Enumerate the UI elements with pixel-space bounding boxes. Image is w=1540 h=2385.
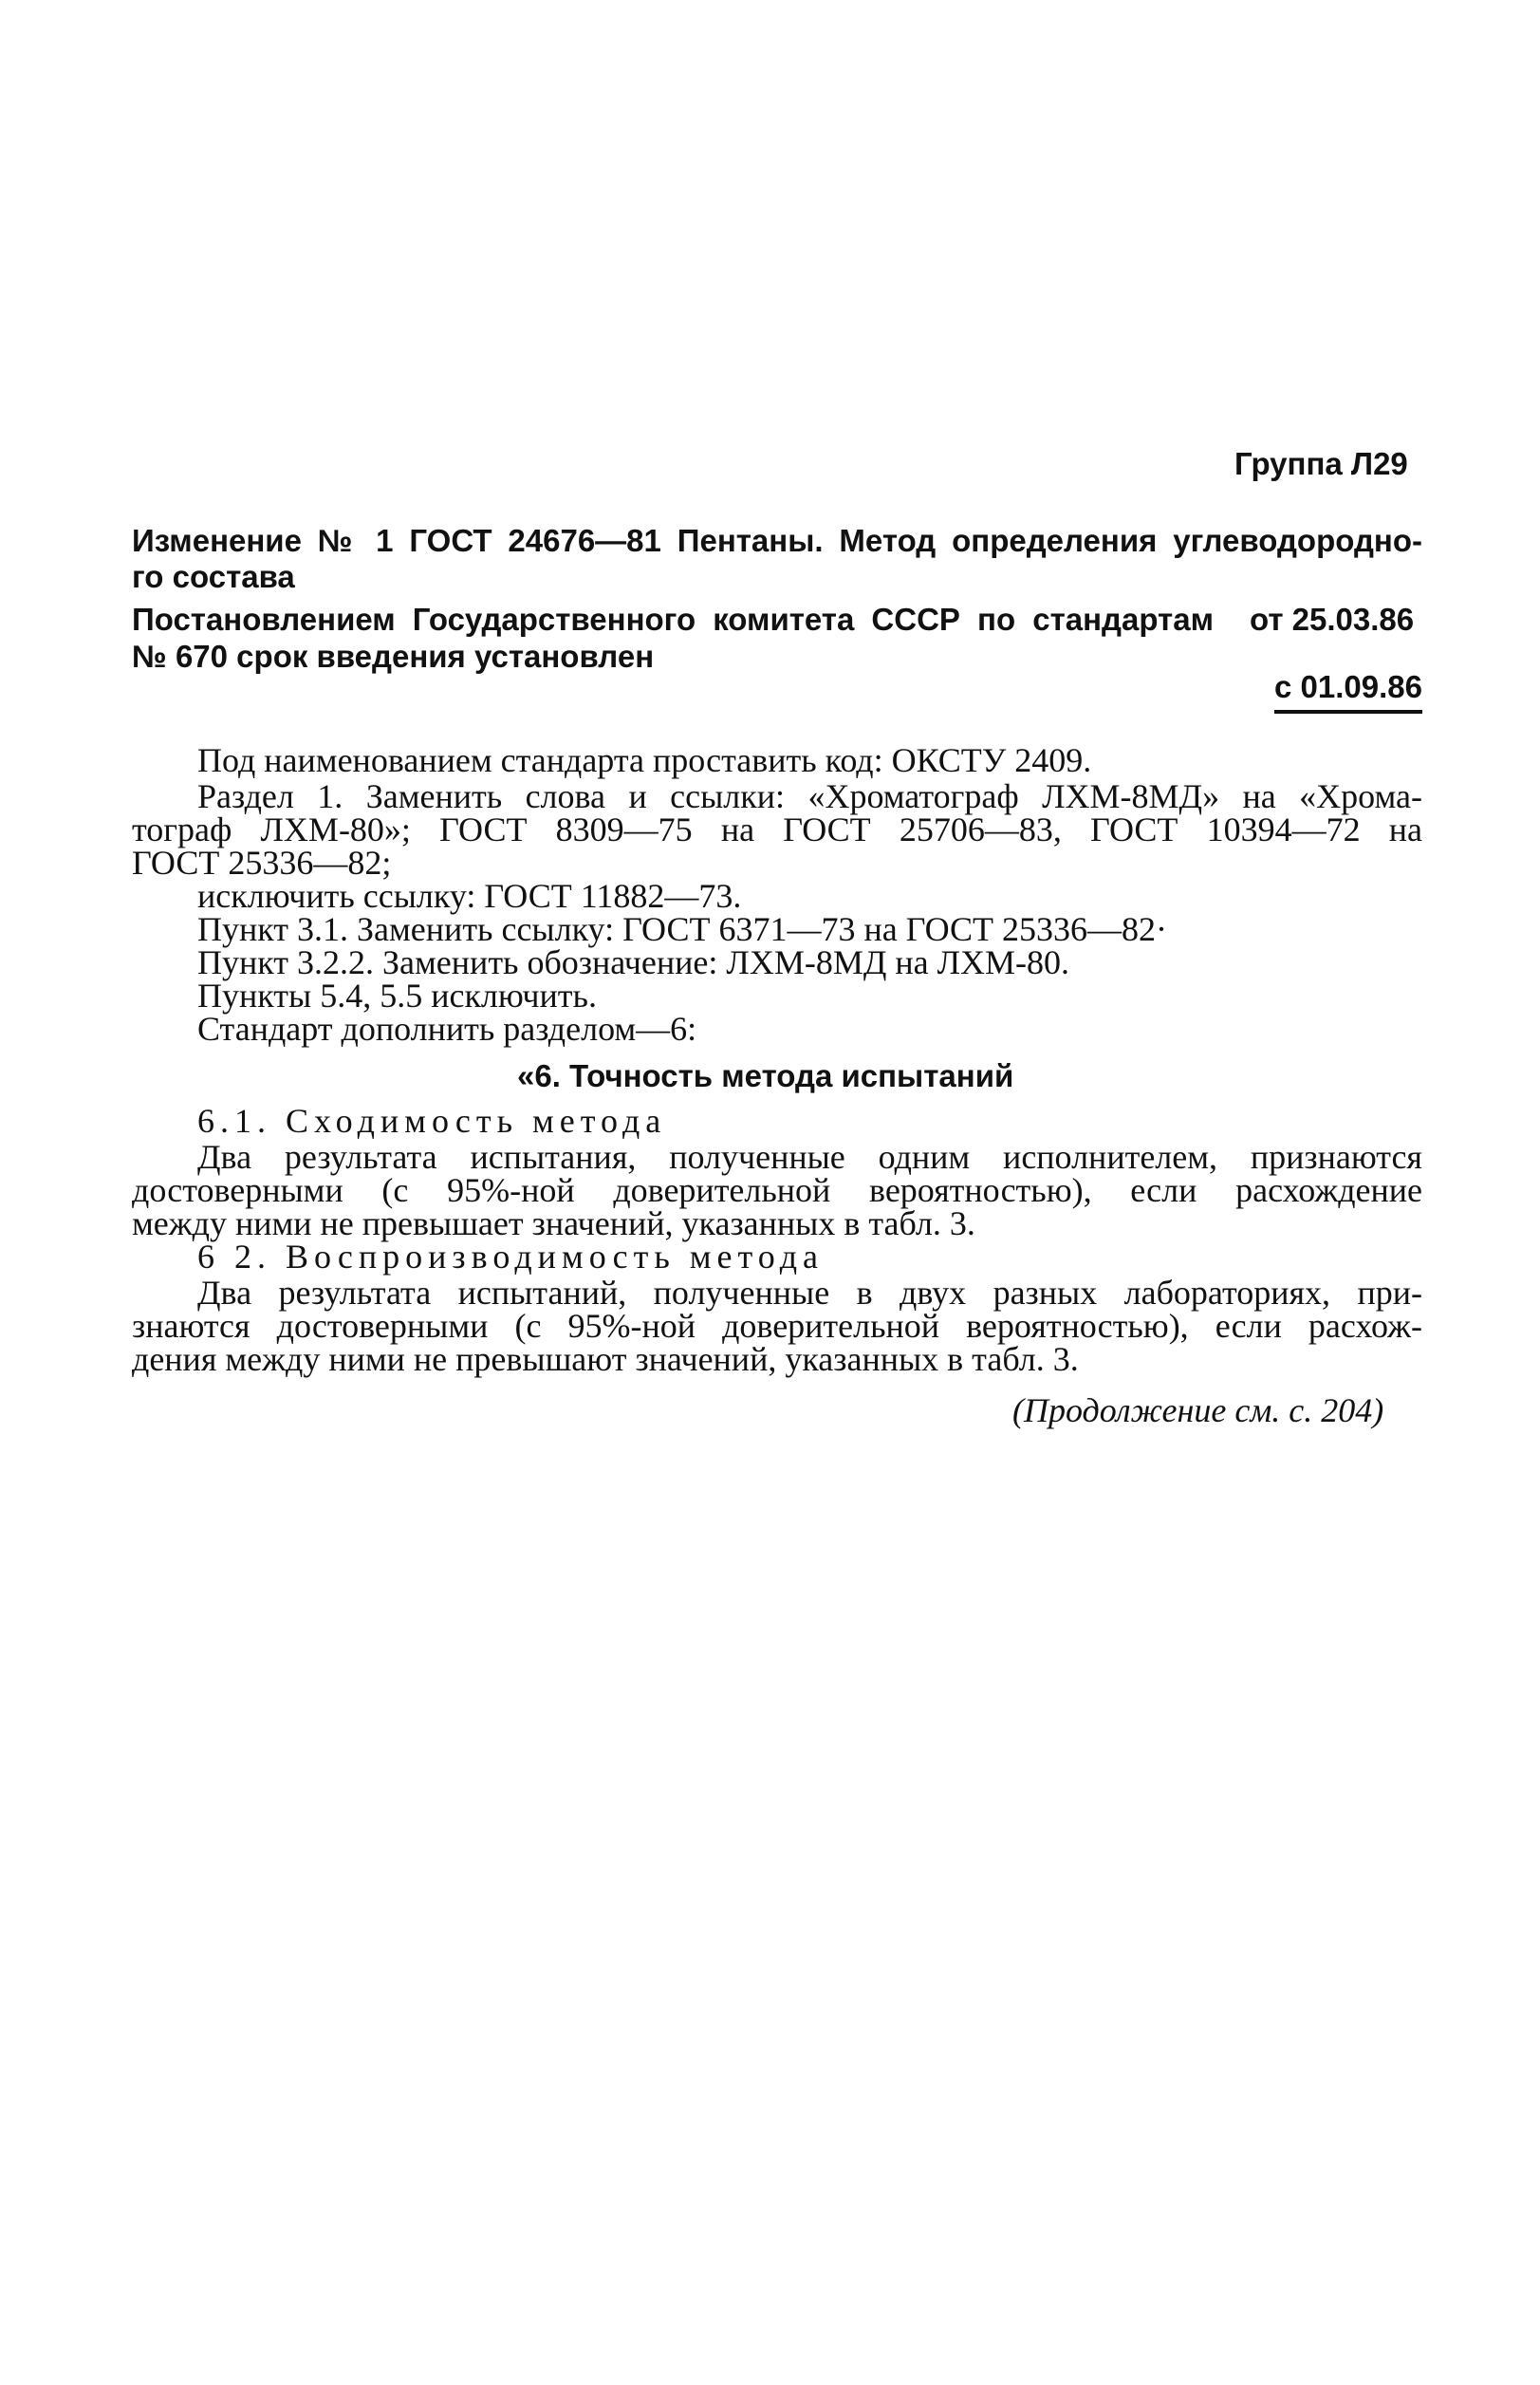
decree-line-2: № 670 срок введения установлен <box>132 639 655 674</box>
effective-date-underline <box>1274 710 1422 714</box>
section6-1-heading: 6.1. Сходимость метода <box>197 1102 667 1140</box>
section6-title: «6. Точность метода испытаний <box>517 1058 1014 1093</box>
decree-line-1: Постановлением Государственного комитета СССР по стандартам <box>132 602 1214 637</box>
group-label: Группа Л29 <box>1234 446 1408 481</box>
section6-1-line-2: достоверными (с 95%-ной доверительной вероятностью), если расхождение <box>132 1171 1422 1209</box>
section6-2-line-3: дения между ними не превышают значений, указанных в табл. 3. <box>132 1340 1079 1378</box>
paragraph-clause-3-1: Пункт 3.1. Заменить ссылку: ГОСТ 6371—73 на ГОСТ 25336—82· <box>197 910 1168 948</box>
paragraph-okstu-code: Под наименованием стандарта проставить код: ОКСТУ 2409. <box>197 741 1092 779</box>
section6-1-line-3: между ними не превышает значений, указанных в табл. 3. <box>132 1204 975 1242</box>
paragraph-clause-3-2-2: Пункт 3.2.2. Заменить обозначение: ЛХМ-8МД на ЛХМ-80. <box>197 943 1070 981</box>
paragraph-add-section-6: Стандарт дополнить разделом—6: <box>197 1010 697 1048</box>
decree-date-from: от 25.03.86 <box>1250 602 1415 637</box>
paragraph-exclude-reference: исключить ссылку: ГОСТ 11882—73. <box>197 877 742 915</box>
paragraph-clauses-5-4-5-5: Пункты 5.4, 5.5 исключить. <box>197 977 597 1015</box>
section6-1-line-1: Два результата испытания, полученные одним исполнителем, признаются <box>197 1138 1422 1176</box>
continuation-note: (Продолжение см. с. 204) <box>1012 1391 1384 1429</box>
amendment-title-line-1: Изменение № 1 ГОСТ 24676—81 Пентаны. Метод определения углеводородно- <box>132 523 1422 558</box>
section6-2-heading: 6 2. Воспроизводимость метода <box>197 1238 825 1276</box>
section6-2-line-2: знаются достоверными (с 95%-ной доверительной вероятностью), если расхож- <box>132 1307 1422 1345</box>
amendment-title-line-2: го состава <box>132 559 295 594</box>
section1-replacement-line-2: тограф ЛХМ-80»; ГОСТ 8309—75 на ГОСТ 25706—83, ГОСТ 10394—72 на <box>132 811 1422 848</box>
effective-date: с 01.09.86 <box>1274 669 1422 704</box>
section6-2-line-1: Два результата испытаний, полученные в двух разных лабораториях, при- <box>197 1274 1422 1312</box>
section1-replacement-line-3: ГОСТ 25336—82; <box>132 844 392 882</box>
section1-replacement-line-1: Раздел 1. Заменить слова и ссылки: «Хроматограф ЛХМ-8МД» на «Хрома- <box>197 777 1422 815</box>
